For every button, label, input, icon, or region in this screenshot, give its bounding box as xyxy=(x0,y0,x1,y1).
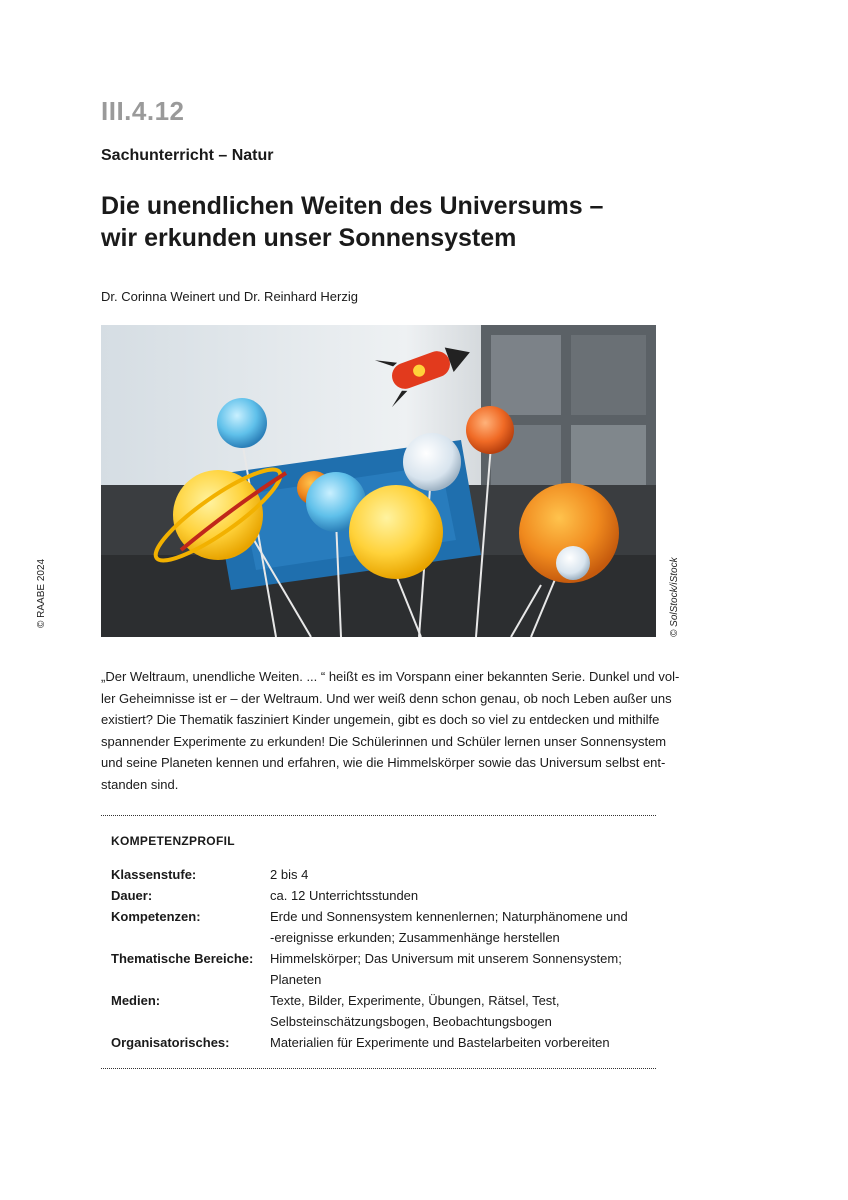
document-title xyxy=(101,190,661,254)
intro-line: und seine Planeten kennen und erfahren, wie die Himmelskörper sowie das Universum selbst ent- xyxy=(101,755,666,770)
kompetenzprofil-table xyxy=(111,864,651,1053)
value-line: Erde und Sonnensystem kennenlernen; Naturphänomene und xyxy=(270,909,628,924)
table-row xyxy=(111,1032,651,1053)
side-copyright: © RAABE 2024 xyxy=(36,558,47,628)
image-credit: © SolStock/iStock xyxy=(669,557,680,637)
table-row xyxy=(111,906,651,948)
kompetenzprofil-heading: KOMPETENZPROFIL xyxy=(111,834,235,848)
row-label: Medien: xyxy=(111,993,161,1008)
subject-line: Sachunterricht – Natur xyxy=(101,147,274,164)
row-value xyxy=(270,906,651,948)
table-row xyxy=(111,885,651,906)
solar-system-photo xyxy=(101,325,656,637)
row-label: Kompetenzen: xyxy=(111,909,201,924)
row-value xyxy=(270,990,651,1032)
title-line: wir erkunden unser Sonnensystem xyxy=(101,224,517,252)
row-value xyxy=(270,948,651,990)
row-value xyxy=(270,1032,651,1053)
row-value xyxy=(270,864,651,885)
intro-line: „Der Weltraum, unendliche Weiten. ... “ heißt es im Vorspann einer bekannten Serie. Dunkel und vol- xyxy=(101,669,680,684)
row-label: Dauer: xyxy=(111,888,153,903)
authors: Dr. Corinna Weinert und Dr. Reinhard Herzig xyxy=(101,289,358,304)
dotted-divider-bottom xyxy=(101,1068,656,1069)
value-line: Texte, Bilder, Experimente, Übungen, Rätsel, Test, xyxy=(270,993,560,1008)
row-label: Organisatorisches: xyxy=(111,1035,230,1050)
row-label: Thematische Bereiche: xyxy=(111,951,254,966)
intro-line: standen sind. xyxy=(101,776,179,792)
value-line: 2 bis 4 xyxy=(270,867,309,882)
value-line: Himmelskörper; Das Universum mit unserem Sonnensystem; xyxy=(270,951,622,966)
value-line: ca. 12 Unterrichtsstunden xyxy=(270,888,419,903)
table-row xyxy=(111,864,651,885)
row-value xyxy=(270,885,651,906)
unit-code: III.4.12 xyxy=(101,96,185,126)
table-row xyxy=(111,948,651,990)
intro-line: ler Geheimnisse ist er – der Weltraum. Und wer weiß denn schon genau, ob noch Leben außer uns xyxy=(101,690,672,706)
row-label: Klassenstufe: xyxy=(111,867,197,882)
dotted-divider-top xyxy=(101,815,656,816)
intro-line: existiert? Die Thematik fasziniert Kinder ungemein, gibt es doch so viel zu entdecken und mithilfe xyxy=(101,712,660,727)
intro-paragraph xyxy=(101,666,680,795)
value-line: Materialien für Experimente und Bastelarbeiten vorbereiten xyxy=(270,1035,610,1050)
title-line: Die unendlichen Weiten des Universums – xyxy=(101,192,604,220)
value-line: Selbsteinschätzungsbogen, Beobachtungsbogen xyxy=(270,1014,552,1029)
value-line: Planeten xyxy=(270,972,322,987)
table-row xyxy=(111,990,651,1032)
intro-line: spannender Experimente zu erkunden! Die Schülerinnen und Schüler lernen unser Sonnensystem xyxy=(101,733,667,749)
value-line: -ereignisse erkunden; Zusammenhänge herstellen xyxy=(270,930,560,945)
